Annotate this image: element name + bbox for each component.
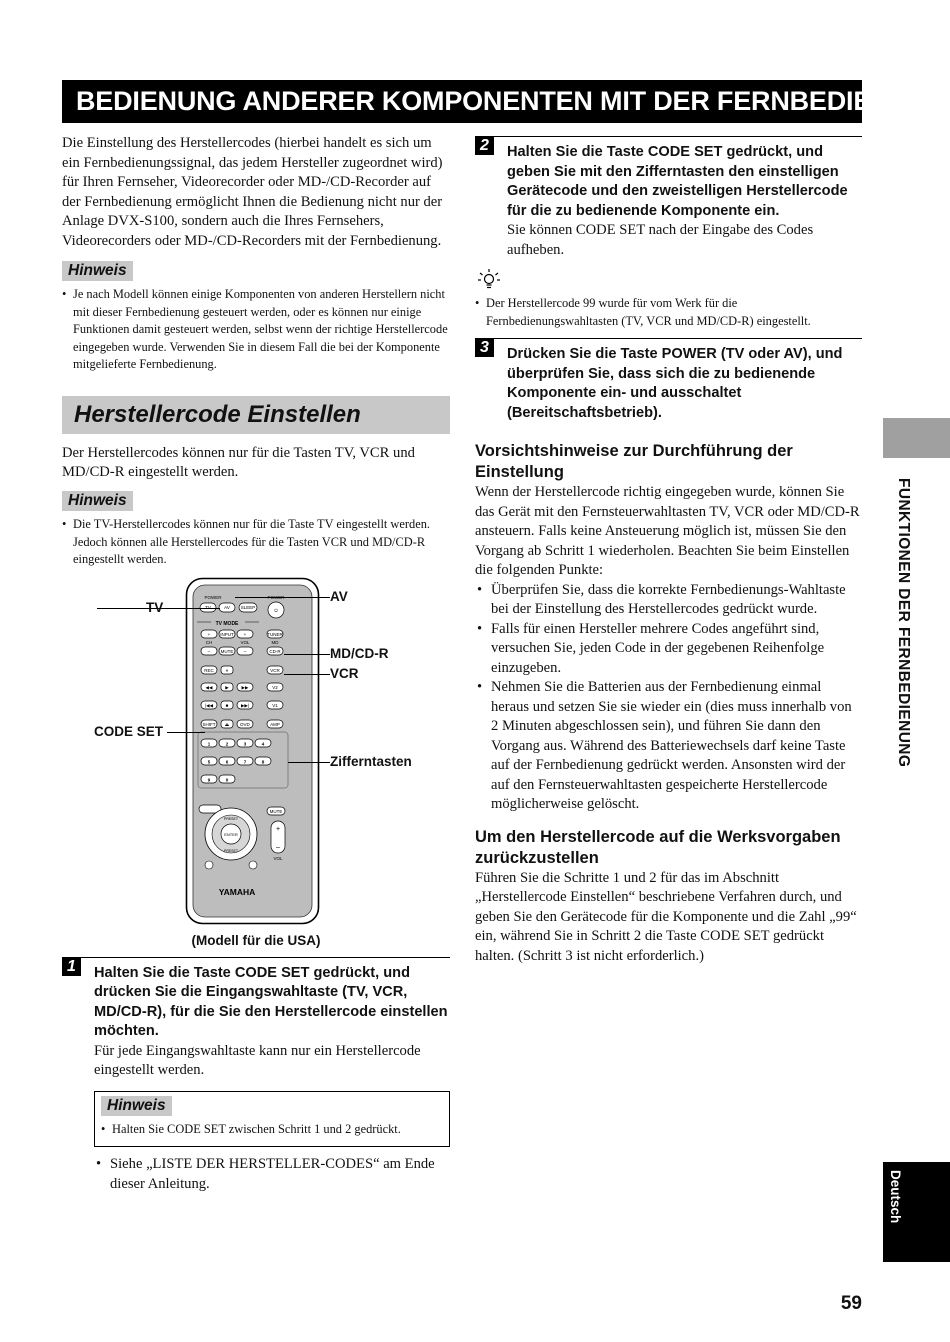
svg-text:CH: CH [205,639,213,645]
svg-text:SHIFT: SHIFT [202,721,216,727]
list-item: • Überprüfen Sie, dass die korrekte Fernbedienungs-Wahltaste bei der Einstellung des Herstellercodes gedrückt wurde. [475,581,862,620]
svg-text:REC: REC [204,667,214,673]
svg-text:PRESET: PRESET [223,848,239,853]
digit-key-label: 6 [225,759,229,765]
svg-text:MD: MD [271,639,279,645]
step-1 [62,957,450,1081]
vorsicht-paragraph: Wenn der Herstellercode richtig eingegeben wurde, können Sie das Gerät mit den Fernsteuerwahltasten TV, VCR oder MD/CD-R ansteuern. Falls keine Ansteuerung möglich ist, müssen Sie den Vorgang ab Schritt 1 wiederholen. Beachten Sie beim Einstellen die folgenden Punkte: [475,484,860,579]
svg-text:AV: AV [224,604,230,610]
digit-key-label: 0 [225,777,229,783]
hinweis-list [62,516,450,569]
svg-text:VOL: VOL [240,639,250,645]
mdcdr-leader-line [284,654,330,655]
svg-text:TUNER: TUNER [267,631,283,637]
svg-text:▶▶: ▶▶ [241,684,249,690]
step-number: 1 [62,957,81,976]
svg-text:|◀◀: |◀◀ [204,702,214,708]
svg-text:+: + [275,825,281,833]
svg-text:▶: ▶ [225,684,229,690]
svg-text:MUTE: MUTE [269,808,283,814]
callout-tv: TV [146,599,164,615]
chapter-side-label: FUNKTIONEN DER FERNBEDIENUNG [895,478,912,768]
vorsicht-bullets [475,581,862,815]
svg-text:INPUT: INPUT [220,631,234,637]
svg-text:+: + [207,631,211,637]
step-title: Halten Sie die Taste CODE SET gedrückt, und geben Sie mit den Zifferntasten den einstelligen Gerätecode und den zweistelligen Herstellercode für die zu bedienende Komponente ein. [507,144,848,219]
svg-text:–: – [207,648,211,654]
digits-leader-line [288,762,330,763]
svg-text:▶▶|: ▶▶| [240,702,250,708]
page-number: 59 [840,1293,862,1314]
callout-av: AV [330,588,348,604]
section-intro: Der Herstellercodes können nur für die Tasten TV, VCR und MD/CD-R eingestellt werden. [62,444,415,481]
svg-text:YAMAHA: YAMAHA [218,886,256,897]
hinweis-label: Hinweis [62,491,133,511]
svg-text:CD-R: CD-R [269,648,281,654]
step-2 [475,136,862,260]
list-item: • Falls für einen Hersteller mehrere Codes angeführt sind, versuchen Sie, jeden Code in der gegebenen Reihenfolge einzugeben. [475,620,862,679]
hinweis-note: • Die TV-Herstellercodes können nur für die Taste TV eingestellt werden. Jedoch können alle Herstellercodes für die Tasten VCR und MD/CD-R eingestellt werden. [62,516,450,569]
list-item: • Siehe „LISTE DER HERSTELLER-CODES“ am Ende dieser Anleitung. [94,1155,450,1194]
side-tab-marker [883,418,950,458]
svg-text:⏻: ⏻ [274,607,278,613]
digit-key-label: 5 [207,759,211,765]
step-title: Halten Sie die Taste CODE SET gedrückt, und drücken Sie die Eingangswahltaste (TV, VCR, MD/CD-R), für die Sie den Herstellercode einstellen möchten. [94,964,448,1040]
tip-block [475,268,862,330]
section-heading: Herstellercode Einstellen [62,396,450,434]
digit-key-label: 8 [261,759,265,765]
svg-text:PRESET: PRESET [223,816,239,821]
hinweis-note: • Je nach Modell können einige Komponenten von anderen Herstellern nicht mit dieser Fernbedienung gesteuert werden, oder es können nur einige Funktionen damit gesteuert werden, selbst wenn der richtige Herstellercode eingegeben wurde. Verwenden Sie in diesem Fall die bei der Komponente mitgelieferte Fernbedienung. [62,286,450,374]
svg-text:–: – [243,648,247,654]
page-title: BEDIENUNG ANDERER KOMPONENTEN MIT DER FERNBEDIENUNG [62,80,862,123]
callout-zifferntasten: Zifferntasten [330,753,412,769]
codeset-leader-line [167,732,205,733]
hinweis-label: Hinweis [101,1096,172,1116]
callout-vcr: VCR [330,665,359,681]
svg-text:V1: V1 [272,702,278,708]
tip-note: • Der Herstellercode 99 wurde für vom Werk für die Fernbedienungswahltasten (TV, VCR und MD/CD-R) eingestellt. [475,295,862,330]
svg-text:TV MODE: TV MODE [215,620,239,627]
svg-text:–: – [276,843,280,851]
step-1-hinweis-box [94,1091,450,1148]
step-body: Sie können CODE SET nach der Eingabe des Codes aufheben. [507,222,814,258]
step-title: Drücken Sie die Taste POWER (TV oder AV), und überprüfen Sie, dass sich die zu bedienende Komponente ein- und ausschaltet (Bereitschaftsbetrieb). [507,346,843,421]
svg-text:⏸: ⏸ [225,667,229,673]
tip-list [475,295,862,330]
step-body: Für jede Eingangswahltaste kann nur ein Herstellercode eingestellt werden. [94,1042,421,1079]
svg-text:V2: V2 [272,684,278,690]
reset-heading: Um den Herstellercode auf die Werksvorgaben zurückzustellen [475,827,841,867]
step-1-bullets [94,1155,450,1194]
remote-control-icon [185,577,320,925]
svg-text:VCR: VCR [270,667,280,673]
digit-key-label: 1 [207,741,211,747]
hinweis-list [62,286,450,374]
svg-text:VOL: VOL [273,855,283,861]
digit-key-label: 4 [261,741,265,747]
svg-text:DVD: DVD [240,721,250,727]
lightbulb-tip-icon [475,268,503,290]
list-item: • Nehmen Sie die Batterien aus der Fernbedienung einmal heraus und setzen Sie sie wieder ein (dies muss innerhalb von 2 Minuten abgeschlossen sein), und führen Sie dann den Vorgang aus. Während des Batteriewechsels darf keine Taste auf der Fernbedienung gedrückt werden. Ansonsten wird der auf den Fernsteuerwahltasten gespeicherte Herstellercode möglicherweise gelöscht. [475,678,862,815]
digit-key-label: 3 [243,741,247,747]
step-3 [475,338,862,423]
hinweis-note: • Halten Sie CODE SET zwischen Schritt 1 und 2 gedrückt. [101,1121,443,1139]
hinweis-list [101,1121,443,1139]
svg-text:ENTER: ENTER [224,831,238,837]
digit-key-label: 7 [243,759,247,765]
language-label: Deutsch [888,1170,903,1224]
vorsicht-heading: Vorsichtshinweise zur Durchführung der Einstellung [475,442,793,482]
remote-caption: (Modell für die USA) [191,932,321,948]
svg-text:POWER: POWER [204,594,222,600]
callout-md-cd-r: MD/CD-R [330,645,389,661]
svg-text:⏏: ⏏ [224,721,230,727]
digit-key-label: 2 [225,741,229,747]
right-column [475,136,862,966]
remote-illustration [62,577,450,957]
callout-code-set: CODE SET [94,723,164,739]
svg-text:◀◀: ◀◀ [205,684,213,690]
svg-text:MUTE: MUTE [220,648,234,654]
step-number: 3 [475,338,494,357]
reset-paragraph: Führen Sie die Schritte 1 und 2 für das im Abschnitt „Herstellercode Einstellen“ beschriebene Verfahren durch, und geben Sie den Gerätecode für die Komponente und die Zahl „99“ ein, während Sie in Schritt 2 die Taste CODE SET gedrückt halten. (Schritt 3 ist nicht erforderlich.) [475,869,857,964]
svg-text:■: ■ [225,702,229,708]
svg-text:SLEEP: SLEEP [240,604,256,610]
svg-text:+: + [243,631,247,637]
hinweis-label: Hinweis [62,261,133,281]
intro-paragraph: Die Einstellung des Herstellercodes (hierbei handelt es sich um ein Fernbedienungssignal, das jedem Hersteller zugeordnet wird) für Ihren Fernseher, Videorecorder oder MD-/CD-Recorder auf der Fernbedienung ermöglicht Ihnen die Bedienung nicht nur der Anlage DVX-S100, sondern auch die Ihres Fernsehers, Videorecorders oder MD-/CD-Recorders mit der Fernbedienung. [62,135,443,249]
vcr-leader-line [284,674,330,675]
left-column [62,134,450,1194]
svg-text:AMP: AMP [270,721,280,727]
digit-key-label: 9 [207,777,211,783]
av-leader-line [235,597,330,598]
step-number: 2 [475,136,494,155]
